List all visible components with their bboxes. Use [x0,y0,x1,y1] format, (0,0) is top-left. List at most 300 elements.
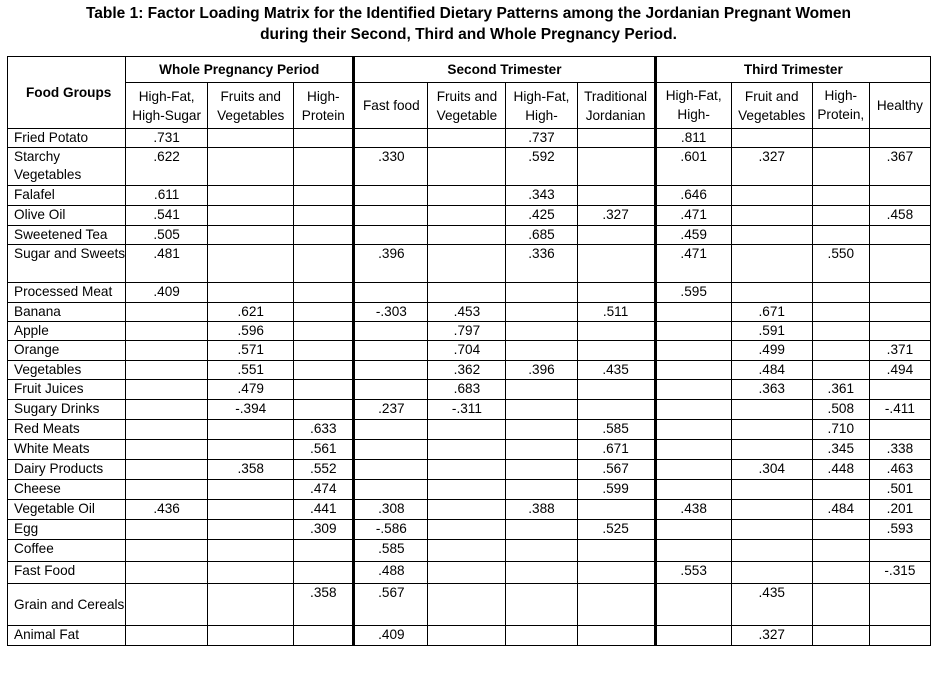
loading-cell: .685 [506,226,577,245]
loading-cell [208,480,294,500]
loading-cell [577,283,655,303]
table-title-line-2: during their Second, Third and Whole Pregnancy Period. [260,26,677,43]
loading-cell [208,186,294,206]
loading-cell: .358 [208,460,294,480]
loading-cell [731,500,812,520]
loading-cell [655,420,731,440]
loading-cell: .474 [294,480,354,500]
loading-cell [869,540,930,562]
loading-cell [869,626,930,646]
loading-cell [294,626,354,646]
loading-cell [208,584,294,626]
loading-cell [869,186,930,206]
table-title [0,3,937,45]
food-group-cell: Egg [8,520,126,540]
loading-cell [428,480,506,500]
loading-cell [812,303,869,322]
loading-cell [655,341,731,361]
loading-cell [428,460,506,480]
loading-cell: .358 [294,584,354,626]
loading-cell [731,520,812,540]
table-row [8,520,931,540]
loading-cell: -.411 [869,400,930,420]
loading-cell [126,361,208,380]
loading-cell [731,206,812,226]
loading-cell [655,303,731,322]
loading-cell [428,283,506,303]
loading-cell [506,341,577,361]
loading-cell [208,520,294,540]
loading-cell [354,129,428,148]
loading-cell: .308 [354,500,428,520]
loading-cell: .593 [869,520,930,540]
loading-cell [428,129,506,148]
table-row [8,148,931,186]
loading-cell [126,341,208,361]
food-group-cell: White Meats [8,440,126,460]
food-group-cell: Grain and Cereals [8,584,126,626]
loading-cell [506,460,577,480]
loading-cell: .338 [869,440,930,460]
loading-cell: .710 [812,420,869,440]
loading-cell: .494 [869,361,930,380]
loading-cell: .425 [506,206,577,226]
loading-cell: .479 [208,380,294,400]
loading-cell [208,626,294,646]
loading-cell [577,148,655,186]
loading-cell: .438 [655,500,731,520]
loading-cell: .484 [731,361,812,380]
table-row [8,400,931,420]
loading-cell [577,540,655,562]
loading-cell [208,206,294,226]
loading-cell: .622 [126,148,208,186]
loading-cell [731,186,812,206]
loading-cell: .458 [869,206,930,226]
loading-cell [126,440,208,460]
loading-cell: .671 [731,303,812,322]
loading-cell: .481 [126,245,208,283]
loading-cell: .585 [577,420,655,440]
loading-cell [428,420,506,440]
loading-cell [869,584,930,626]
loading-cell [354,380,428,400]
loading-cell [577,380,655,400]
loading-cell [208,440,294,460]
food-group-cell: Olive Oil [8,206,126,226]
loading-cell [731,400,812,420]
table-row [8,283,931,303]
loading-cell [354,283,428,303]
group-header-third: Third Trimester [655,57,930,83]
loading-cell [294,129,354,148]
loading-cell [731,440,812,460]
loading-cell [208,245,294,283]
table-row [8,500,931,520]
loading-cell [869,283,930,303]
loading-cell [577,129,655,148]
loading-cell: .797 [428,322,506,341]
loading-cell: -.394 [208,400,294,420]
loading-cell: .436 [126,500,208,520]
loading-cell: .541 [126,206,208,226]
table-row [8,303,931,322]
loading-cell [294,226,354,245]
loading-cell [208,148,294,186]
loading-cell: .511 [577,303,655,322]
food-groups-header: Food Groups [8,57,126,129]
loading-cell [812,480,869,500]
loading-cell: -.315 [869,562,930,584]
col-header: High-Protein, [812,83,869,129]
loading-cell [428,206,506,226]
food-group-cell: Vegetables [8,361,126,380]
loading-cell: .453 [428,303,506,322]
table-row [8,562,931,584]
loading-cell [577,400,655,420]
loading-cell [812,148,869,186]
loading-cell [354,341,428,361]
loading-cell [428,520,506,540]
loading-cell [812,226,869,245]
loading-cell: .463 [869,460,930,480]
loading-cell: -.311 [428,400,506,420]
loading-cell [208,283,294,303]
loading-cell [812,129,869,148]
loading-cell: .508 [812,400,869,420]
table-row [8,420,931,440]
loading-cell [577,186,655,206]
loading-cell: .471 [655,206,731,226]
loading-cell [428,440,506,460]
loading-cell [354,322,428,341]
loading-cell [812,520,869,540]
loading-cell [294,148,354,186]
loading-cell [869,226,930,245]
loading-cell: .363 [731,380,812,400]
table-row [8,440,931,460]
loading-cell: .704 [428,341,506,361]
table-row [8,322,931,341]
col-header: Fast food [354,83,428,129]
loading-cell: .671 [577,440,655,460]
loading-cell [731,480,812,500]
loading-cell [655,361,731,380]
loading-cell: .435 [577,361,655,380]
loading-cell [506,322,577,341]
table-row [8,245,931,283]
loading-cell: .621 [208,303,294,322]
loading-cell [294,341,354,361]
loading-cell: -.586 [354,520,428,540]
loading-cell: .396 [354,245,428,283]
loading-cell [294,303,354,322]
loading-cell [655,480,731,500]
loading-cell [812,584,869,626]
loading-cell [577,500,655,520]
loading-cell: .409 [354,626,428,646]
food-group-cell: Cheese [8,480,126,500]
food-group-cell: Dairy Products [8,460,126,480]
loading-cell [577,626,655,646]
loading-cell [294,245,354,283]
loading-cell: .731 [126,129,208,148]
loading-cell: .550 [812,245,869,283]
food-group-cell: Sweetened Tea [8,226,126,245]
loading-cell: .471 [655,245,731,283]
loading-cell [869,129,930,148]
loading-cell: .304 [731,460,812,480]
loading-cell: .435 [731,584,812,626]
table-body [8,129,931,646]
loading-cell [655,380,731,400]
loading-cell [126,584,208,626]
loading-cell [577,226,655,245]
loading-cell [506,520,577,540]
loading-cell [731,283,812,303]
loading-cell [869,303,930,322]
loading-cell [208,540,294,562]
food-group-cell: Red Meats [8,420,126,440]
food-group-cell: Fruit Juices [8,380,126,400]
loading-cell: .388 [506,500,577,520]
loading-cell [126,540,208,562]
loading-cell [655,460,731,480]
loading-cell [731,245,812,283]
loading-cell [354,186,428,206]
table-row [8,626,931,646]
food-group-cell: Sugary Drinks [8,400,126,420]
loading-cell [812,626,869,646]
loading-cell: .599 [577,480,655,500]
loading-cell [126,562,208,584]
loading-cell: .459 [655,226,731,245]
loading-cell: .501 [869,480,930,500]
loading-cell [731,540,812,562]
loading-cell [354,361,428,380]
group-header-whole: Whole Pregnancy Period [126,57,354,83]
loading-cell: .237 [354,400,428,420]
col-header: Traditional Jordanian [577,83,655,129]
table-row [8,480,931,500]
table-title-line-1: Table 1: Factor Loading Matrix for the Identified Dietary Patterns among the Jordanian Pregnant Women [85,5,852,22]
loading-cell: .567 [577,460,655,480]
food-group-cell: Coffee [8,540,126,562]
loading-cell: .396 [506,361,577,380]
loading-cell [428,584,506,626]
loading-cell [428,626,506,646]
loading-cell [294,380,354,400]
loading-cell: .371 [869,341,930,361]
loading-cell: .561 [294,440,354,460]
food-group-cell: Vegetable Oil [8,500,126,520]
food-group-cell: Orange [8,341,126,361]
loading-cell: .409 [126,283,208,303]
loading-cell [506,380,577,400]
loading-cell [126,480,208,500]
loading-cell [294,361,354,380]
loading-cell [812,341,869,361]
loading-cell: .592 [506,148,577,186]
loading-cell [869,380,930,400]
loading-cell [126,380,208,400]
loading-cell [812,186,869,206]
loading-cell [354,206,428,226]
table-row [8,341,931,361]
loading-cell [506,480,577,500]
loading-cell [354,226,428,245]
food-group-cell: Fried Potato [8,129,126,148]
group-header-second: Second Trimester [354,57,655,83]
loading-cell [354,460,428,480]
loading-cell [812,540,869,562]
loading-cell [655,540,731,562]
loading-cell: .551 [208,361,294,380]
loading-cell [208,226,294,245]
loading-cell: .309 [294,520,354,540]
loading-cell [428,245,506,283]
loading-cell [655,322,731,341]
food-group-cell: Apple [8,322,126,341]
loading-cell [294,400,354,420]
loading-cell [354,420,428,440]
loading-cell [869,245,930,283]
loading-cell: .361 [812,380,869,400]
table-row [8,584,931,626]
loading-cell [506,562,577,584]
loading-cell [126,420,208,440]
loading-cell [126,400,208,420]
table-row [8,186,931,206]
loading-cell [506,584,577,626]
loading-cell [126,520,208,540]
loading-cell [428,226,506,245]
loading-cell [812,322,869,341]
loading-cell: .362 [428,361,506,380]
header-sub-row [8,83,931,129]
loading-cell [577,562,655,584]
loading-cell: .737 [506,129,577,148]
loading-cell: .345 [812,440,869,460]
loading-cell: .552 [294,460,354,480]
loading-cell [294,186,354,206]
table-row [8,129,931,148]
loading-cell: .585 [354,540,428,562]
col-header: Healthy [869,83,930,129]
loading-cell [577,322,655,341]
loading-cell [428,186,506,206]
food-group-cell: Banana [8,303,126,322]
loading-cell: .683 [428,380,506,400]
loading-cell: .367 [869,148,930,186]
loading-cell [812,283,869,303]
loading-cell [208,420,294,440]
loading-cell [354,480,428,500]
loading-cell [869,420,930,440]
loading-cell: .525 [577,520,655,540]
loading-cell [577,245,655,283]
loading-cell [126,460,208,480]
loading-cell [294,562,354,584]
food-group-cell: Starchy Vegetables [8,148,126,186]
loading-cell [208,562,294,584]
loading-cell: .201 [869,500,930,520]
loading-cell [506,540,577,562]
loading-cell [506,440,577,460]
table-row [8,460,931,480]
loading-cell [208,500,294,520]
loading-cell [577,341,655,361]
loading-cell: .571 [208,341,294,361]
loading-cell [354,440,428,460]
table-row [8,206,931,226]
col-header: High-Fat, High-Sugar [126,83,208,129]
loading-cell: .499 [731,341,812,361]
loading-cell [812,206,869,226]
loading-cell [428,148,506,186]
loading-cell [294,206,354,226]
loading-cell: .327 [731,626,812,646]
loading-cell [506,303,577,322]
loading-cell: .484 [812,500,869,520]
col-header: Fruits and Vegetables [208,83,294,129]
loading-cell: .327 [731,148,812,186]
loading-cell: .595 [655,283,731,303]
loading-cell: .601 [655,148,731,186]
loading-cell: -.303 [354,303,428,322]
loading-cell: .611 [126,186,208,206]
loading-cell: .441 [294,500,354,520]
factor-loading-table [7,56,931,646]
loading-cell [731,129,812,148]
loading-cell: .330 [354,148,428,186]
food-group-cell: Processed Meat [8,283,126,303]
loading-cell [812,562,869,584]
loading-cell: .336 [506,245,577,283]
loading-cell: .488 [354,562,428,584]
loading-cell [126,303,208,322]
loading-cell [655,440,731,460]
loading-cell [577,584,655,626]
loading-cell [294,322,354,341]
loading-cell: .343 [506,186,577,206]
loading-cell [506,626,577,646]
loading-cell: .448 [812,460,869,480]
header-group-row [8,57,931,83]
loading-cell [126,322,208,341]
loading-cell [428,500,506,520]
loading-cell [208,129,294,148]
col-header: High-Fat, High- [655,83,731,129]
table-row [8,226,931,245]
loading-cell: .633 [294,420,354,440]
loading-cell [506,400,577,420]
loading-cell [428,540,506,562]
loading-cell [655,626,731,646]
col-header: High-Protein [294,83,354,129]
loading-cell: .591 [731,322,812,341]
loading-cell [731,562,812,584]
loading-cell: .567 [354,584,428,626]
loading-cell [126,626,208,646]
loading-cell [655,584,731,626]
loading-cell [294,540,354,562]
loading-cell [655,520,731,540]
loading-cell [731,226,812,245]
loading-cell: .505 [126,226,208,245]
loading-cell: .811 [655,129,731,148]
loading-cell [506,283,577,303]
